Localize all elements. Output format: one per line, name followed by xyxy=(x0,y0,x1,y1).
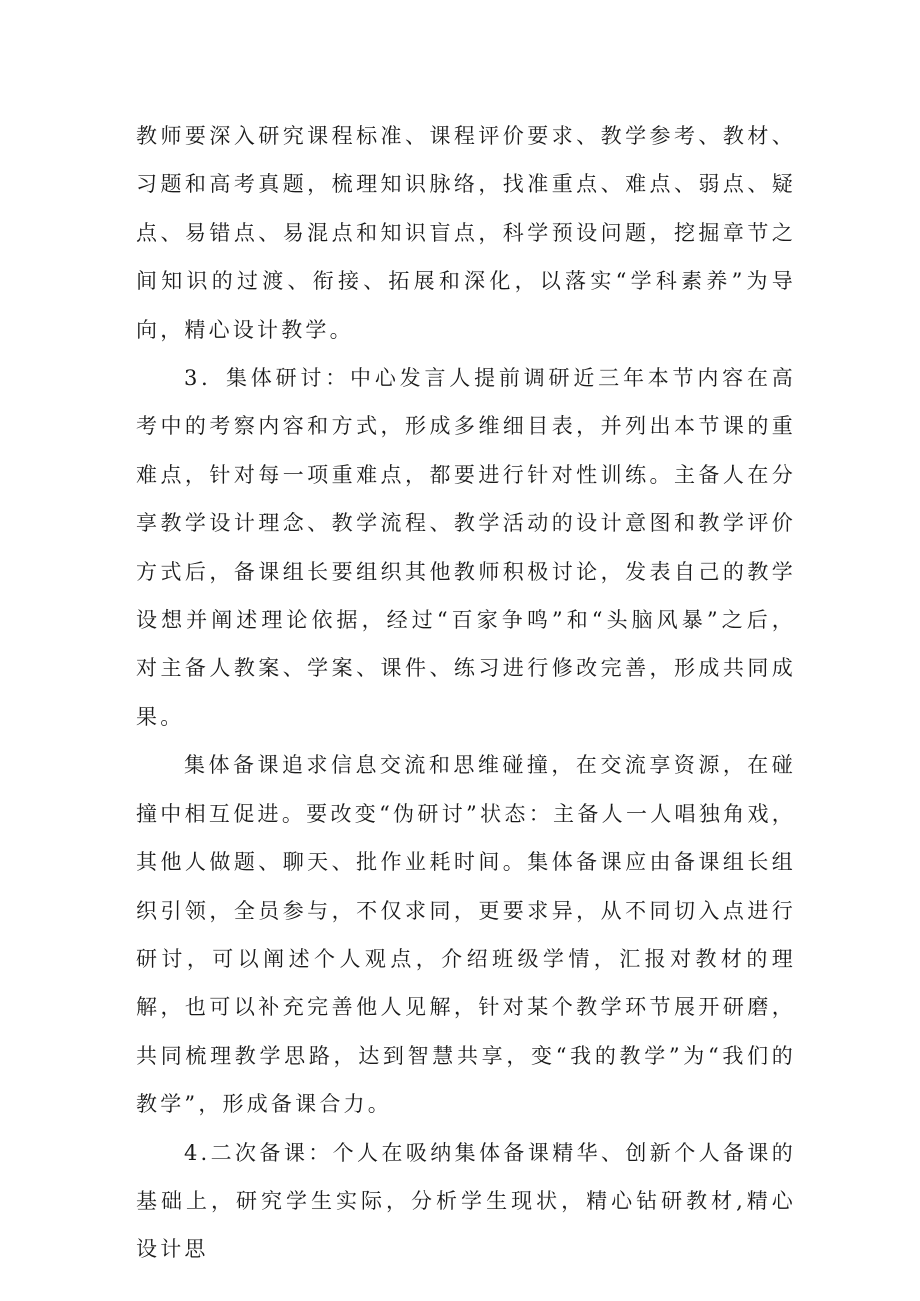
paragraph-3: 集体备课追求信息交流和思维碰撞，在交流享资源，在碰撞中相互促进。要改变“伪研讨”状态：主备人一人唱独角戏，其他人做题、聊天、批作业耗时间。集体备课应由备课组长组织引领，全员参与，不仅求同，更要求异，从不同切入点进行研讨，可以阐述个人观点，介绍班级学情，汇报对教材的理解，也可以补充完善他人见解，针对某个教学环节展开研磨，共同梳理教学思路，达到智慧共享，变“我的教学”为“我们的教学”，形成备课合力。 xyxy=(136,753,796,1117)
document-page xyxy=(136,112,796,1274)
paragraph-4: 4.二次备课：个人在吸纳集体备课精华、创新个人备课的基础上，研究学生实际，分析学生现状，精心钻研教材,精心设计思 xyxy=(136,1140,796,1262)
paragraph-1: 教师要深入研究课程标准、课程评价要求、教学参考、教材、习题和高考真题，梳理知识脉络，找准重点、难点、弱点、疑点、易错点、易混点和知识盲点，科学预设问题，挖掘章节之间知识的过渡、衔接、拓展和深化，以落实“学科素养”为导向，精心设计教学。 xyxy=(136,124,796,342)
paragraph-2: 3．集体研讨：中心发言人提前调研近三年本节内容在高考中的考察内容和方式，形成多维细目表，并列出本节课的重难点，针对每一项重难点，都要进行针对性训练。主备人在分享教学设计理念、教学流程、教学活动的设计意图和教学评价方式后，备课组长要组织其他教师积极讨论，发表自己的教学设想并阐述理论依据，经过“百家争鸣”和“头脑风暴”之后，对主备人教案、学案、课件、练习进行修改完善，形成共同成果。 xyxy=(136,366,796,729)
